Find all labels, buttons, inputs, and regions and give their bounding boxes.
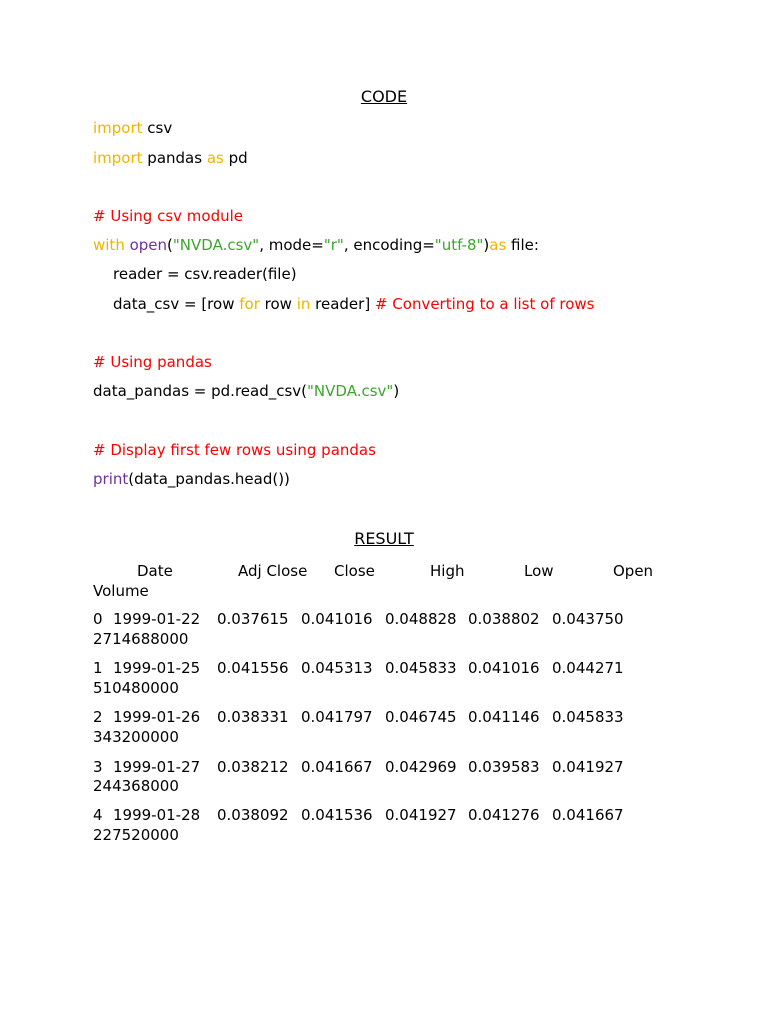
cell-low: 0.041276: [468, 806, 540, 824]
code-text: data_pandas = pd.read_csv(: [93, 382, 308, 400]
code-text: (: [167, 236, 173, 254]
code-text: csv: [142, 119, 173, 137]
cell-close: 0.045313: [301, 659, 373, 677]
keyword: import: [93, 149, 143, 167]
keyword: in: [296, 295, 311, 313]
cell-open: 0.044271: [552, 659, 624, 677]
code-text: , encoding=: [343, 236, 435, 254]
cell-volume: 510480000: [93, 679, 179, 697]
code-text: (data_pandas.head()): [128, 470, 290, 488]
code-text: reader]: [310, 295, 375, 313]
cell-open: 0.041927: [552, 758, 624, 776]
result-heading: RESULT: [354, 529, 414, 548]
comment: # Display first few rows using pandas: [93, 441, 376, 459]
cell-close: 0.041016: [301, 610, 373, 628]
column-header-low: Low: [524, 562, 554, 580]
row-index: 2: [93, 708, 103, 726]
string-literal: "NVDA.csv": [172, 236, 260, 254]
cell-low: 0.039583: [468, 758, 540, 776]
cell-volume: 343200000: [93, 728, 179, 746]
code-text: ): [393, 382, 400, 400]
code-line-2: [93, 148, 248, 168]
cell-volume: 227520000: [93, 826, 179, 844]
code-text: row: [259, 295, 297, 313]
keyword: as: [206, 149, 224, 167]
keyword: for: [239, 295, 260, 313]
cell-date: 1999-01-26: [113, 708, 201, 726]
cell-high: 0.041927: [385, 806, 457, 824]
column-header-date: Date: [137, 562, 173, 580]
cell-high: 0.045833: [385, 659, 457, 677]
cell-volume: 2714688000: [93, 630, 189, 648]
cell-high: 0.048828: [385, 610, 457, 628]
comment: # Using csv module: [93, 207, 244, 225]
cell-adj-close: 0.038331: [217, 708, 289, 726]
cell-adj-close: 0.038212: [217, 758, 289, 776]
comment: # Converting to a list of rows: [374, 295, 595, 313]
column-header-open: Open: [613, 562, 654, 580]
code-text: ): [483, 236, 490, 254]
cell-open: 0.041667: [552, 806, 624, 824]
cell-date: 1999-01-25: [113, 659, 201, 677]
cell-date: 1999-01-27: [113, 758, 201, 776]
cell-volume: 244368000: [93, 777, 179, 795]
builtin-function: print: [93, 470, 129, 488]
row-index: 3: [93, 758, 103, 776]
cell-adj-close: 0.041556: [217, 659, 289, 677]
string-literal: "r": [323, 236, 344, 254]
cell-low: 0.038802: [468, 610, 540, 628]
column-header-close: Close: [334, 562, 375, 580]
cell-low: 0.041146: [468, 708, 540, 726]
row-index: 1: [93, 659, 103, 677]
code-text: file:: [506, 236, 539, 254]
string-literal: "NVDA.csv": [307, 382, 394, 400]
cell-high: 0.046745: [385, 708, 457, 726]
cell-date: 1999-01-22: [113, 610, 201, 628]
string-literal: "utf-8": [434, 236, 484, 254]
column-header-volume: Volume: [93, 582, 149, 600]
comment: # Using pandas: [93, 353, 212, 371]
cell-open: 0.045833: [552, 708, 624, 726]
cell-adj-close: 0.037615: [217, 610, 289, 628]
cell-open: 0.043750: [552, 610, 624, 628]
cell-low: 0.041016: [468, 659, 540, 677]
cell-date: 1999-01-28: [113, 806, 201, 824]
code-line-1: [93, 118, 172, 138]
code-text: pd: [223, 149, 248, 167]
code-line-6: [113, 294, 594, 314]
cell-adj-close: 0.038092: [217, 806, 289, 824]
code-heading: CODE: [360, 87, 408, 106]
row-index: 4: [93, 806, 103, 824]
code-line-4: [93, 235, 539, 255]
code-line-5: reader = csv.reader(file): [113, 265, 297, 283]
code-line-10: [93, 469, 290, 489]
code-line-3: [93, 206, 243, 226]
row-index: 0: [93, 610, 103, 628]
keyword: import: [93, 119, 143, 137]
cell-close: 0.041797: [301, 708, 373, 726]
code-text: , mode=: [259, 236, 324, 254]
builtin-function: open: [129, 236, 168, 254]
cell-close: 0.041667: [301, 758, 373, 776]
keyword: with: [93, 236, 125, 254]
cell-close: 0.041536: [301, 806, 373, 824]
column-header-high: High: [430, 562, 465, 580]
code-line-8: [93, 381, 399, 401]
keyword: as: [489, 236, 507, 254]
code-text: data_csv = [row: [113, 295, 240, 313]
cell-high: 0.042969: [385, 758, 457, 776]
code-line-9: [93, 440, 376, 460]
code-text: pandas: [142, 149, 207, 167]
column-header-adj-close: Adj Close: [238, 562, 308, 580]
code-line-7: [93, 352, 212, 372]
